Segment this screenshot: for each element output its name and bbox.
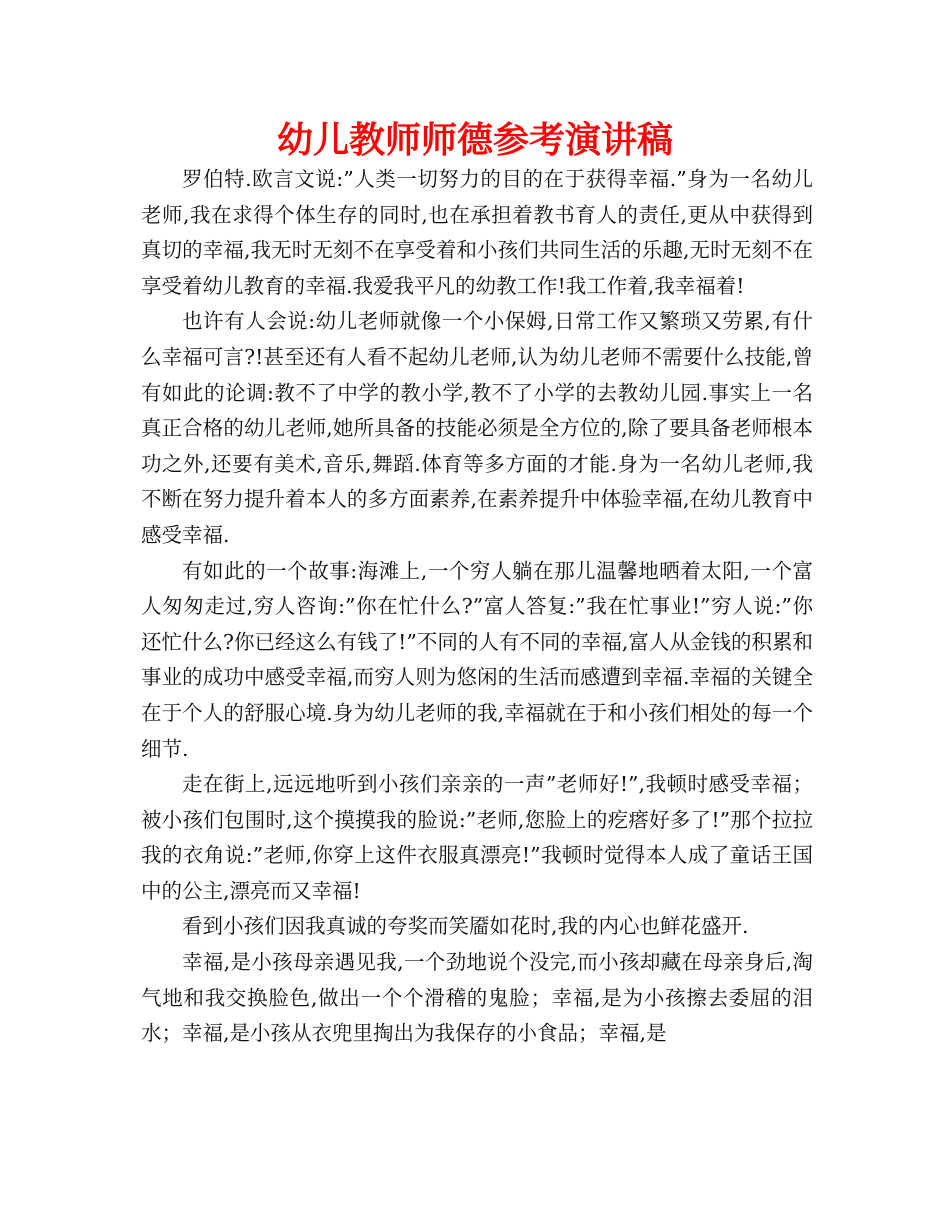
paragraph-4: 走在街上,远远地听到小孩们亲亲的一声”老师好!”,我顿时感受幸福；被小孩们包围时,这个摸摸我的脸说:”老师,您脸上的疙瘩好多了!”那个拉拉我的衣角说:”老师,你穿上这件衣服真漂亮!”我顿时觉得本人成了童话王国中的公主,漂亮而又幸福! [141,772,813,903]
document-title: 幼儿教师师德参考演讲稿 [276,120,673,161]
paragraph-6: 幸福,是小孩母亲遇见我,一个劲地说个没完,而小孩却藏在母亲身后,淘气地和我交换脸色,做出一个个滑稽的鬼脸；幸福,是为小孩擦去委屈的泪水；幸福,是小孩从衣兜里掏出为我保存的小食品；幸福,是 [141,950,813,1046]
document-body [141,162,813,1052]
paragraph-5: 看到小孩们因我真诚的夸奖而笑靥如花时,我的内心也鲜花盛开. [182,914,749,939]
paragraph-1: 罗伯特.欧言文说:”人类一切努力的目的在于获得幸福.”身为一名幼儿老师,我在求得个体生存的同时,也在承担着教书育人的责任,更从中获得到真切的幸福,我无时无刻不在享受着和小孩们共同生活的乐趣,无时无刻不在享受着幼儿教育的幸福.我爱我平凡的幼教工作!我工作着,我幸福着! [141,167,813,298]
paragraph-3: 有如此的一个故事:海滩上,一个穷人躺在那儿温馨地晒着太阳,一个富人匆匆走过,穷人咨询:”你在忙什么?”富人答复:”我在忙事业!”穷人说:”你还忙什么?你已经这么有钱了!”不同的人有不同的幸福,富人从金钱的积累和事业的成功中感受幸福,而穷人则为悠闲的生活而感遭到幸福.幸福的关键全在于个人的舒服心境.身为幼儿老师的我,幸福就在于和小孩们相处的每一个细节. [141,558,813,761]
paragraph-2: 也许有人会说:幼儿老师就像一个小保姆,日常工作又繁琐又劳累,有什么幸福可言?!甚至还有人看不起幼儿老师,认为幼儿老师不需要什么技能,曾有如此的论调:教不了中学的教小学,教不了小学的去教幼儿园.事实上一名真正合格的幼儿老师,她所具备的技能必须是全方位的,除了要具备老师根本功之外,还要有美术,音乐,舞蹈.体育等多方面的才能.身为一名幼儿老师,我不断在努力提升着本人的多方面素养,在素养提升中体验幸福,在幼儿教育中感受幸福. [141,309,813,547]
